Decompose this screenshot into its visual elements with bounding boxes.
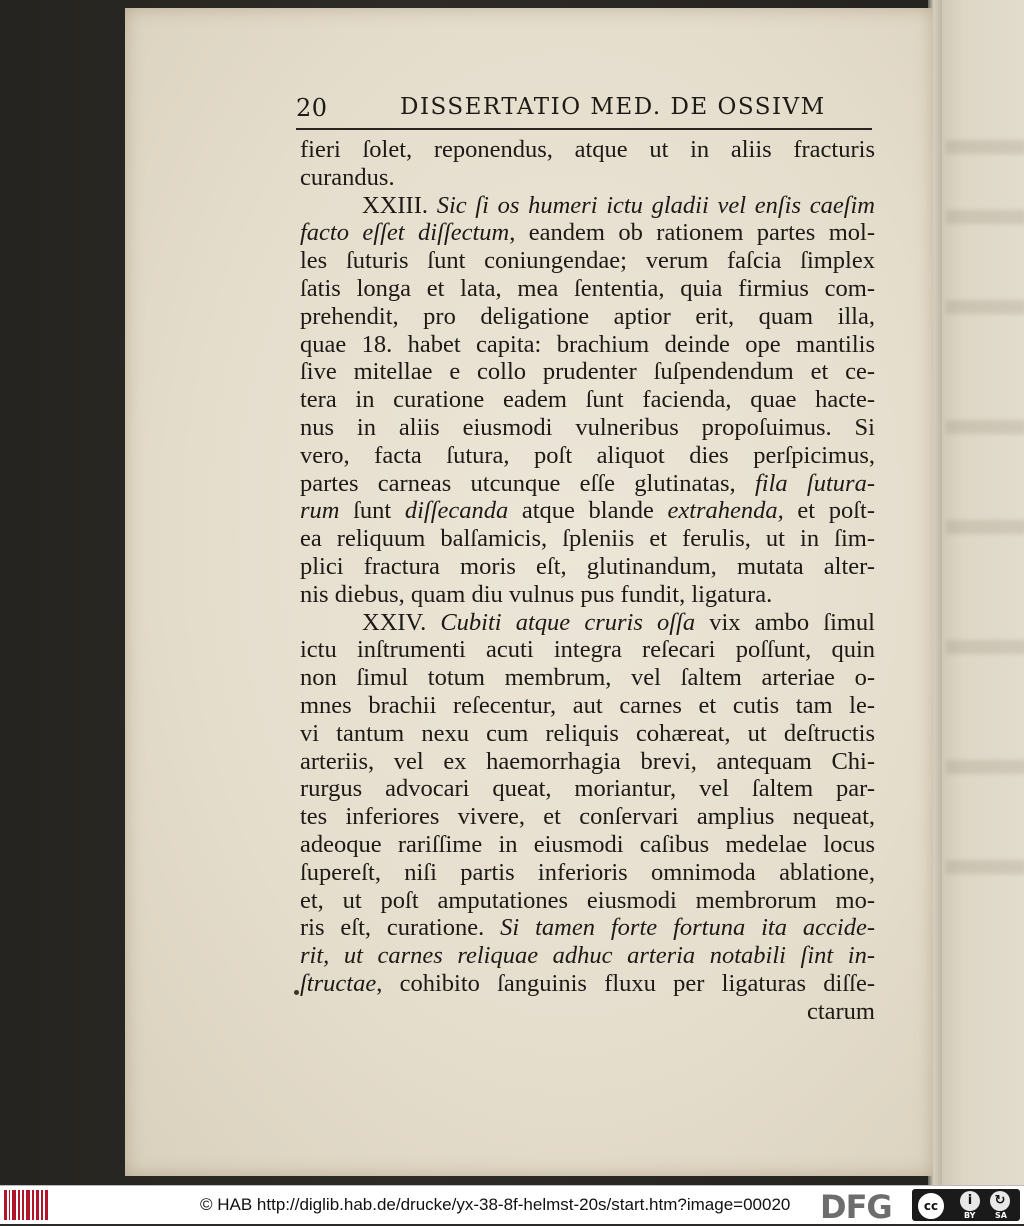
text-segment: ſunt xyxy=(339,497,405,525)
italic-text: ſtructae xyxy=(300,969,377,997)
text-line xyxy=(300,164,875,192)
text-line xyxy=(300,720,875,748)
text-segment: quae 18. habet capita: brachium deinde ope mantilis xyxy=(300,330,875,358)
text-segment: ictu inſtrumenti acuti integra reſecari poſſunt, quin xyxy=(300,636,875,664)
text-line xyxy=(300,831,875,859)
barcode-bar xyxy=(36,1190,39,1220)
text-segment: ea reliquum balſamicis, ſpleniis et ferulis, ut in ſim- xyxy=(300,525,875,553)
text-segment: tes inferiores vivere, et conſervari amplius nequeat, xyxy=(300,803,875,831)
text-line xyxy=(300,748,875,776)
text-line xyxy=(300,581,875,609)
by-icon: i xyxy=(960,1191,980,1211)
italic-text: Cubiti atque cruris oſſa xyxy=(440,608,696,636)
text-segment: partes carneas utcunque eſſe glutinatas, xyxy=(300,469,755,497)
text-segment: adeoque rariſſime in eiusmodi caſibus medelae locus xyxy=(300,830,875,858)
italic-text: diſſecanda xyxy=(404,497,509,525)
text-line xyxy=(300,664,875,692)
barcode-bar xyxy=(26,1190,30,1220)
source-credit[interactable]: © HAB http://diglib.hab.de/drucke/yx-38-8f-helmst-20s/start.htm?image=00020 xyxy=(200,1195,791,1214)
text-segment: et, ut poſt amputationes eiusmodi membrorum mo- xyxy=(300,886,875,914)
text-segment: tera in curatione eadem ſunt facienda, quae hacte- xyxy=(300,386,875,414)
barcode-bar xyxy=(9,1190,11,1220)
barcode-bar xyxy=(22,1190,25,1220)
text-segment: rurgus advocari queat, moriantur, vel ſaltem par- xyxy=(300,775,875,803)
text-segment: curandus. xyxy=(300,163,395,191)
text-segment: XXIV. xyxy=(362,608,441,636)
text-segment: nis diebus, quam diu vulnus pus fundit, ligatura. xyxy=(300,580,773,608)
italic-text: extrahenda, xyxy=(667,497,784,525)
text-line xyxy=(300,442,875,470)
text-line xyxy=(300,998,875,1026)
text-line xyxy=(300,247,875,275)
text-segment: prehendit, pro deligatione aptior erit, quam illa, xyxy=(300,302,875,330)
text-line xyxy=(300,914,875,942)
header-rule xyxy=(296,128,872,130)
text-segment: les ſuturis ſunt coniungendae; verum faſcia ſimplex xyxy=(300,247,875,275)
italic-text: rit, ut carnes reliquae adhuc arteria notabili ſint in- xyxy=(300,942,875,970)
text-line xyxy=(300,386,875,414)
italic-text: Sic ſi os humeri ictu gladii vel enſis caeſim xyxy=(436,191,875,219)
text-segment: , eandem ob rationem partes mol- xyxy=(509,219,875,247)
italic-text: rum xyxy=(300,497,340,525)
italic-text: Si tamen forte fortuna ita accide- xyxy=(500,914,875,942)
text-segment: plici fractura moris eſt, glutinandum, mutata alter- xyxy=(300,552,875,580)
text-line xyxy=(300,358,875,386)
barcode-bar xyxy=(12,1190,15,1220)
text-segment: et poſt- xyxy=(783,497,875,525)
text-line xyxy=(300,497,875,525)
text-segment: , cohibito ſanguinis fluxu per ligaturas diſſe- xyxy=(376,969,875,997)
italic-text: fila ſutura- xyxy=(754,469,875,497)
by-label: BY xyxy=(964,1211,976,1220)
text-segment: vix ambo ſimul xyxy=(695,608,875,636)
text-line xyxy=(300,775,875,803)
text-line xyxy=(300,275,875,303)
text-segment: non ſimul totum membrum, vel ſaltem arteriae o- xyxy=(300,664,875,692)
text-segment: fieri ſolet, reponendus, atque ut in aliis fracturis xyxy=(300,136,875,163)
text-segment: vero, facta ſutura, poſt aliquot dies perſpicimus, xyxy=(300,441,875,469)
text-line xyxy=(300,859,875,887)
text-segment: arteriis, vel ex haemorrhagia brevi, antequam Chi- xyxy=(300,747,875,775)
barcode-bar xyxy=(41,1190,43,1220)
text-segment: vi tantum nexu cum reliquis cohæreat, ut deſtructis xyxy=(300,719,875,747)
text-segment: atque blande xyxy=(508,497,668,525)
text-line xyxy=(300,303,875,331)
text-line xyxy=(300,942,875,970)
barcode-bar xyxy=(32,1190,34,1220)
text-line xyxy=(300,136,875,164)
body-text xyxy=(300,136,875,1026)
ink-mark xyxy=(294,990,299,995)
text-line xyxy=(300,803,875,831)
facing-page-edge xyxy=(938,0,1024,1185)
text-line xyxy=(300,553,875,581)
text-segment: nus in aliis eiusmodi vulneribus propoſuimus. Si xyxy=(300,413,875,441)
sa-label: SA xyxy=(995,1211,1007,1220)
text-segment: ſupereſt, niſi partis inferioris omnimoda ablatione, xyxy=(300,858,875,886)
dfg-logo: DFG xyxy=(820,1188,892,1226)
footer-bar xyxy=(0,1185,1024,1224)
barcode-bar xyxy=(45,1190,48,1220)
text-line xyxy=(300,219,875,247)
barcode-bar xyxy=(18,1190,20,1220)
text-segment: ris eſt, curatione. xyxy=(300,914,501,942)
text-line xyxy=(300,636,875,664)
barcode-bar xyxy=(4,1190,7,1220)
cc-license-badge[interactable] xyxy=(912,1189,1020,1221)
text-line xyxy=(300,887,875,915)
text-segment: ſive mitellae e collo prudenter ſuſpendendum et ce- xyxy=(300,358,875,386)
hab-barcode-logo xyxy=(4,1190,48,1220)
text-line xyxy=(300,414,875,442)
text-line xyxy=(300,470,875,498)
page-number: 20 xyxy=(296,94,328,122)
sa-icon: ↻ xyxy=(990,1191,1010,1211)
text-line xyxy=(300,192,875,220)
page-header xyxy=(296,92,872,126)
text-segment: mnes brachii reſecentur, aut carnes et cutis tam le- xyxy=(300,691,875,719)
text-segment: ctarum xyxy=(806,997,875,1025)
cc-icon: cc xyxy=(916,1191,946,1221)
text-line xyxy=(300,609,875,637)
running-title: DISSERTATIO MED. DE OSSIVM xyxy=(400,94,826,120)
text-line xyxy=(300,970,875,998)
text-segment: XXIII. xyxy=(362,191,437,219)
text-line xyxy=(300,692,875,720)
text-line xyxy=(300,331,875,359)
text-segment: ſatis longa et lata, mea ſententia, quia firmius com- xyxy=(300,274,875,302)
text-line xyxy=(300,525,875,553)
italic-text: facto eſſet diſſectum xyxy=(300,219,510,247)
